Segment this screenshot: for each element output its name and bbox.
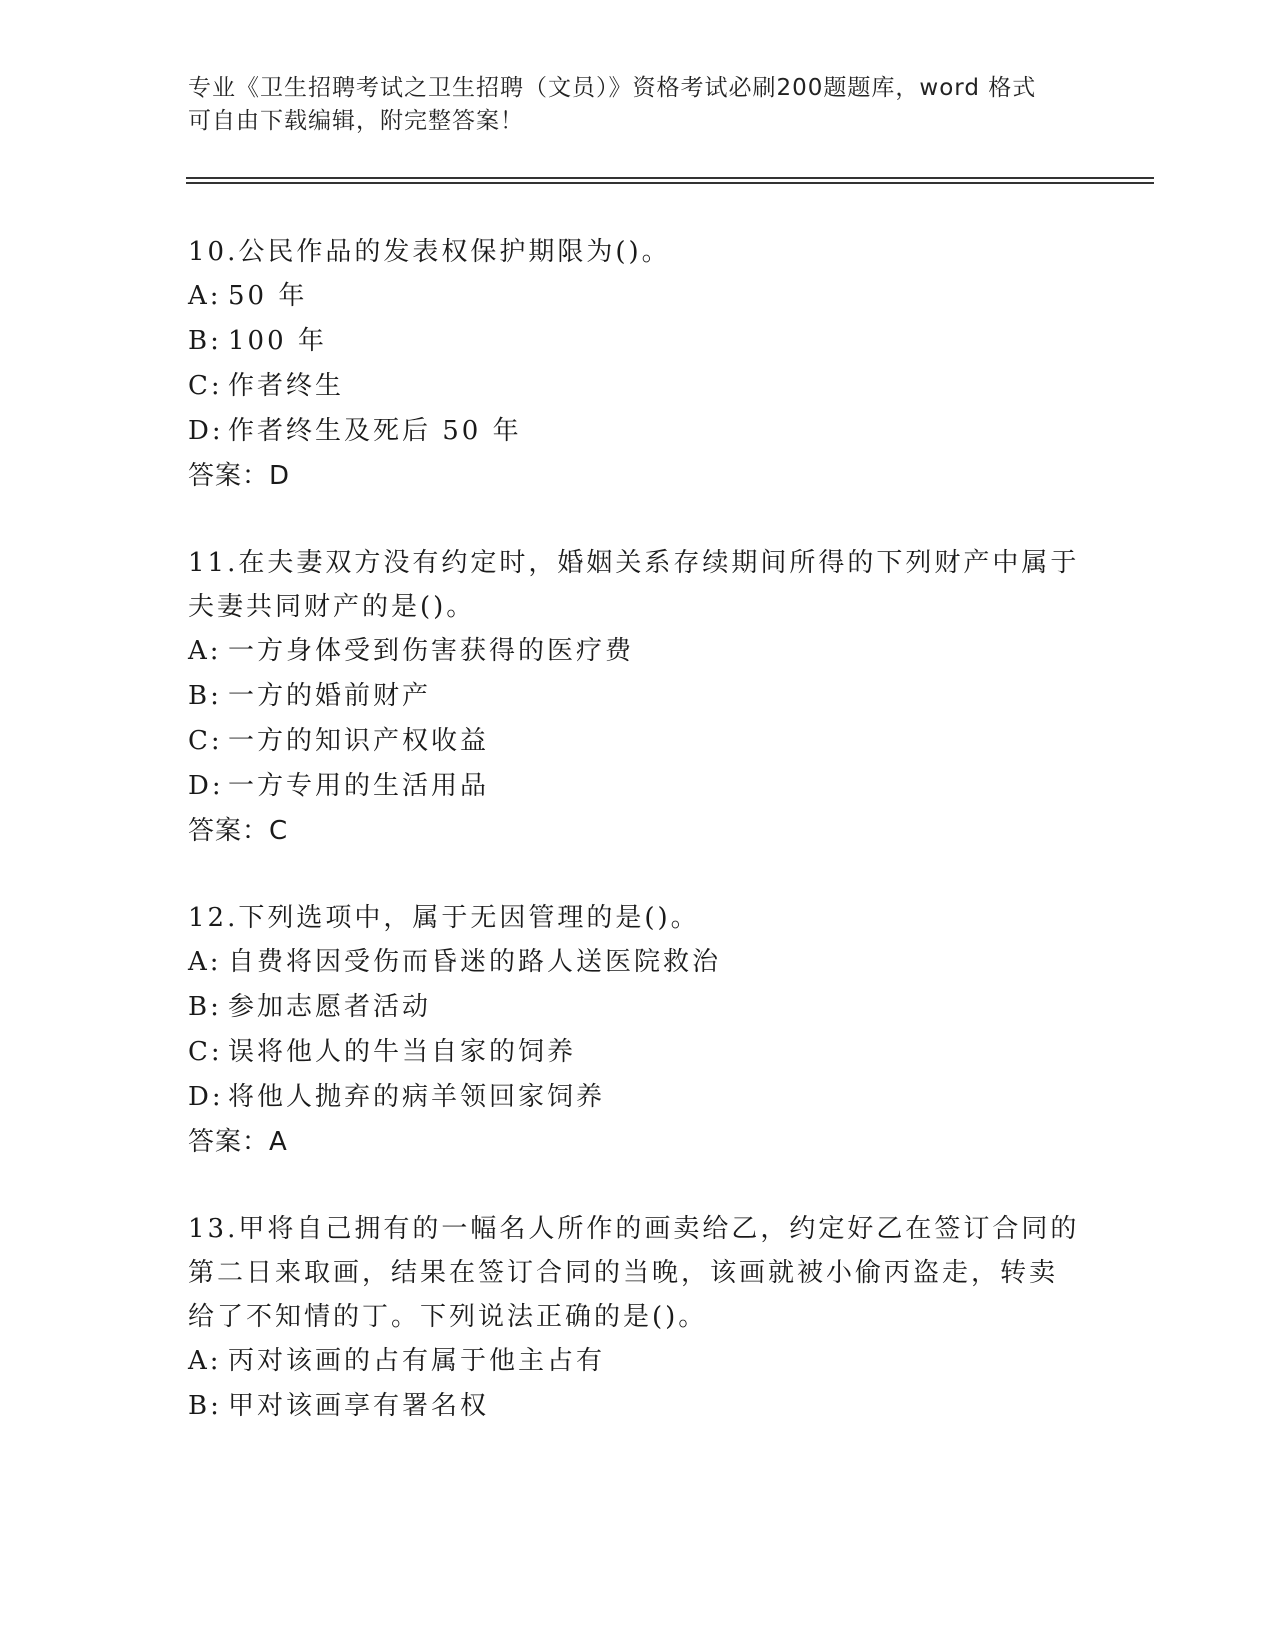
option-text: 一方身体受到伤害获得的医疗费 [228, 636, 635, 666]
option-text: 100 年 [228, 326, 327, 356]
option-text: 作者终生 [228, 371, 345, 401]
option-text: 作者终生及死后 50 年 [228, 416, 522, 446]
option-key: A: [188, 1346, 222, 1376]
question-text-line: 12.下列选项中，属于无因管理的是()。 [188, 903, 700, 933]
option-d [188, 409, 1088, 454]
question-12 [188, 896, 1088, 1165]
option-key: C: [188, 1037, 223, 1067]
document-header [188, 72, 1088, 138]
option-b [188, 985, 1088, 1030]
option-text: 将他人抛弃的病羊领回家饲养 [228, 1082, 606, 1112]
option-a [188, 274, 1088, 319]
option-key: D: [188, 1082, 224, 1112]
question-text [188, 896, 1088, 940]
question-13 [188, 1207, 1088, 1429]
option-text: 一方的婚前财产 [228, 681, 432, 711]
question-list [188, 230, 1088, 1471]
option-key: A: [188, 281, 222, 311]
question-text-line: 13.甲将自己拥有的一幅名人所作的画卖给乙，约定好乙在签订合同的 [188, 1214, 1080, 1244]
question-text-line: 第二日来取画，结果在签订合同的当晚，该画就被小偷丙盗走，转卖 [188, 1258, 1059, 1288]
option-c [188, 719, 1088, 764]
header-divider-bottom [186, 182, 1154, 184]
option-text: 丙对该画的占有属于他主占有 [228, 1346, 606, 1376]
question-10 [188, 230, 1088, 499]
option-b [188, 674, 1088, 719]
option-a [188, 629, 1088, 674]
option-text: 甲对该画享有署名权 [228, 1391, 490, 1421]
option-text: 误将他人的牛当自家的饲养 [228, 1037, 577, 1067]
header-divider-top [186, 177, 1154, 179]
question-11 [188, 541, 1088, 854]
option-key: B: [188, 992, 222, 1022]
option-key: B: [188, 681, 222, 711]
option-key: D: [188, 771, 224, 801]
header-line: 专业《卫生招聘考试之卫生招聘（文员）》资格考试必刷200题题库，word 格式 [188, 75, 1037, 101]
option-b [188, 319, 1088, 364]
question-text [188, 541, 1088, 629]
option-c [188, 1030, 1088, 1075]
question-text-line: 夫妻共同财产的是()。 [188, 592, 476, 622]
option-a [188, 1339, 1088, 1384]
option-key: B: [188, 1391, 222, 1421]
option-key: A: [188, 947, 222, 977]
option-key: D: [188, 416, 224, 446]
option-key: B: [188, 326, 222, 356]
option-key: C: [188, 726, 223, 756]
answer-line: 答案：C [188, 816, 289, 846]
option-text: 自费将因受伤而昏迷的路人送医院救治 [228, 947, 722, 977]
option-text: 参加志愿者活动 [228, 992, 432, 1022]
question-text-line: 11.在夫妻双方没有约定时，婚姻关系存续期间所得的下列财产中属于 [188, 548, 1080, 578]
option-key: A: [188, 636, 222, 666]
option-text: 一方的知识产权收益 [228, 726, 490, 756]
question-text [188, 1207, 1088, 1339]
option-text: 一方专用的生活用品 [228, 771, 490, 801]
answer-line: 答案：A [188, 1127, 288, 1157]
option-b [188, 1384, 1088, 1429]
header-line: 可自由下载编辑，附完整答案！ [188, 108, 524, 134]
option-d [188, 764, 1088, 809]
option-d [188, 1075, 1088, 1120]
option-c [188, 364, 1088, 409]
answer-line: 答案：D [188, 461, 291, 491]
question-text [188, 230, 1088, 274]
question-text-line: 10.公民作品的发表权保护期限为()。 [188, 237, 671, 267]
option-key: C: [188, 371, 223, 401]
question-text-line: 给了不知情的丁。下列说法正确的是()。 [188, 1302, 708, 1332]
option-a [188, 940, 1088, 985]
option-text: 50 年 [228, 281, 308, 311]
